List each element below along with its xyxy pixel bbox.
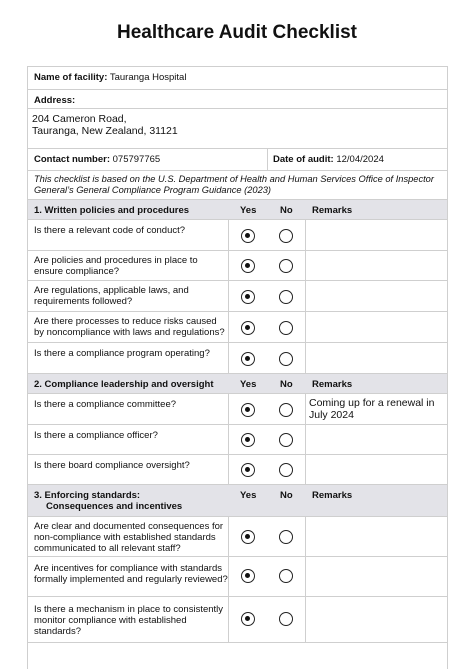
- column-divider: [267, 149, 268, 170]
- address-label-row: [28, 89, 447, 108]
- no-radio[interactable]: [279, 433, 293, 447]
- no-radio[interactable]: [279, 321, 293, 335]
- address-line-1: 204 Cameron Road,: [32, 113, 127, 125]
- no-radio[interactable]: [279, 612, 293, 626]
- remark-line: Coming up for a renewal in: [309, 397, 435, 409]
- yes-radio-selected[interactable]: [241, 569, 255, 583]
- yes-radio-selected[interactable]: [241, 290, 255, 304]
- question-line: non-compliance with established standards: [34, 532, 216, 543]
- question-line: Is there a compliance officer?: [34, 430, 158, 441]
- yes-radio-selected[interactable]: [241, 463, 255, 477]
- facility-label: Name of facility:: [34, 72, 108, 83]
- question-line: Are there processes to reduce risks caused: [34, 316, 217, 327]
- yes-radio-selected[interactable]: [241, 403, 255, 417]
- address-value-row: [28, 108, 447, 148]
- section-header: [28, 484, 447, 516]
- question-line: Is there a relevant code of conduct?: [34, 225, 186, 236]
- address-label: Address:: [34, 95, 76, 106]
- no-radio[interactable]: [279, 403, 293, 417]
- guidance-note: [34, 174, 434, 199]
- yes-column-header: Yes: [240, 379, 257, 390]
- section-title: 2. Compliance leadership and oversight: [34, 379, 214, 390]
- no-column-header: No: [280, 490, 293, 501]
- contact-value: 075797765: [112, 154, 161, 165]
- question-line: Are incentives for compliance with standards: [34, 563, 222, 574]
- question-line: by noncompliance with laws and regulations?: [34, 327, 225, 338]
- no-radio[interactable]: [279, 259, 293, 273]
- question-line: standards?: [34, 626, 82, 637]
- facility-value: Tauranga Hospital: [109, 72, 187, 83]
- yes-radio-selected[interactable]: [241, 530, 255, 544]
- remarks-column-header: Remarks: [312, 205, 353, 216]
- remarks-column-header: Remarks: [312, 379, 353, 390]
- section-subtitle: Consequences and incentives: [46, 501, 183, 512]
- yes-column-header: Yes: [240, 490, 257, 501]
- remarks-column-header: Remarks: [312, 490, 353, 501]
- yes-column-header: Yes: [240, 205, 257, 216]
- question-line: ensure compliance?: [34, 266, 120, 277]
- remark-line: July 2024: [309, 409, 354, 421]
- no-radio[interactable]: [279, 229, 293, 243]
- question-line: Is there board compliance oversight?: [34, 460, 190, 471]
- audit-date-value: 12/04/2024: [336, 154, 384, 165]
- remark-text: [309, 397, 443, 424]
- question-line: communicated to all relevant staff?: [34, 543, 181, 554]
- facility-row: [28, 66, 447, 89]
- checklist-item: [28, 393, 447, 424]
- question-line: Is there a compliance committee?: [34, 399, 177, 410]
- checklist-item: [28, 311, 447, 342]
- guidance-note-row: [28, 170, 447, 199]
- no-radio[interactable]: [279, 530, 293, 544]
- question-line: requirements followed?: [34, 296, 133, 307]
- question-line: Are clear and documented consequences for: [34, 521, 224, 532]
- audit-date-label: Date of audit:: [273, 154, 334, 165]
- question-line: Is there a mechanism in place to consistently: [34, 604, 224, 615]
- checklist-item: [28, 219, 447, 250]
- yes-radio-selected[interactable]: [241, 321, 255, 335]
- checklist-item: [28, 280, 447, 311]
- address-value: [32, 113, 178, 148]
- yes-radio-selected[interactable]: [241, 229, 255, 243]
- checklist-item: [28, 342, 447, 373]
- yes-radio-selected[interactable]: [241, 433, 255, 447]
- question-line: Are policies and procedures in place to: [34, 255, 198, 266]
- contact-date-row: [28, 148, 447, 170]
- no-radio[interactable]: [279, 463, 293, 477]
- checklist-item: [28, 250, 447, 280]
- no-radio[interactable]: [279, 352, 293, 366]
- no-column-header: No: [280, 379, 293, 390]
- checklist-item: [28, 454, 447, 484]
- checklist-item: [28, 596, 447, 642]
- checklist-item: [28, 556, 447, 596]
- contact-label: Contact number:: [34, 154, 110, 165]
- question-line: Is there a compliance program operating?: [34, 348, 210, 359]
- no-radio[interactable]: [279, 290, 293, 304]
- checklist-item: [28, 424, 447, 454]
- yes-radio-selected[interactable]: [241, 352, 255, 366]
- section-header: [28, 199, 447, 219]
- yes-radio-selected[interactable]: [241, 259, 255, 273]
- question-line: monitor compliance with established: [34, 615, 187, 626]
- no-radio[interactable]: [279, 569, 293, 583]
- table-bottom-edge: [28, 642, 447, 669]
- section-title: 1. Written policies and procedures: [34, 205, 190, 216]
- checklist-item: [28, 516, 447, 556]
- address-line-2: Tauranga, New Zealand, 31121: [32, 125, 178, 137]
- checklist-table: [27, 66, 448, 669]
- section-header: [28, 373, 447, 393]
- guidance-note-line-1: This checklist is based on the U.S. Department of Health and Human Services Office of Inspector: [34, 174, 434, 184]
- no-column-header: No: [280, 205, 293, 216]
- document-title: Healthcare Audit Checklist: [116, 22, 358, 43]
- question-line: Are regulations, applicable laws, and: [34, 285, 189, 296]
- section-title: 3. Enforcing standards:: [34, 490, 141, 501]
- question-line: formally implemented and regularly reviewed?: [34, 574, 228, 585]
- yes-radio-selected[interactable]: [241, 612, 255, 626]
- guidance-note-line-2: General’s General Compliance Program Guidance (2023): [34, 185, 272, 195]
